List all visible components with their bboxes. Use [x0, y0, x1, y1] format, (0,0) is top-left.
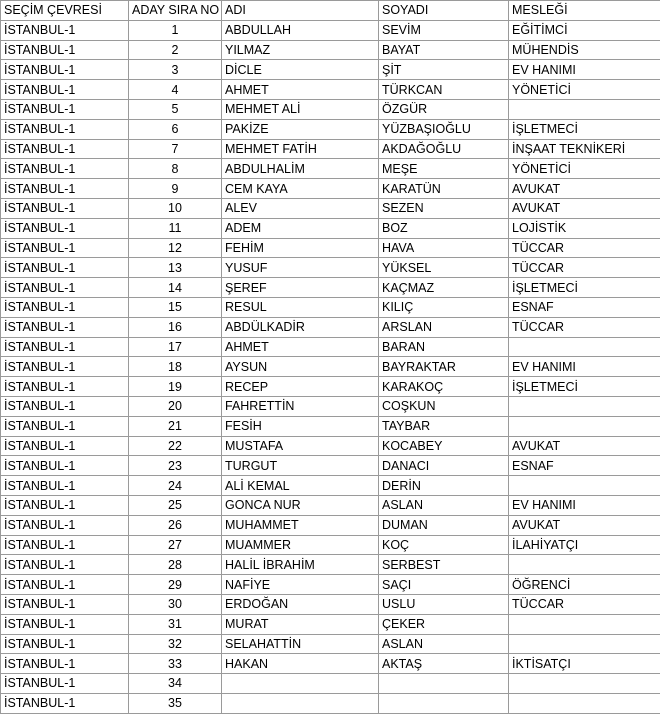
cell-rank[interactable]: 32 — [129, 634, 222, 654]
table-row — [1, 317, 660, 337]
cell-first-name[interactable]: RECEP — [222, 377, 379, 397]
cell-rank[interactable]: 7 — [129, 139, 222, 159]
cell-first-name[interactable]: PAKİZE — [222, 119, 379, 139]
table-row — [1, 555, 660, 575]
cell-first-name[interactable]: AYSUN — [222, 357, 379, 377]
cell-profession[interactable]: AVUKAT — [509, 198, 660, 218]
table-row — [1, 179, 660, 199]
cell-last-name[interactable]: COŞKUN — [379, 396, 509, 416]
cell-first-name[interactable]: YILMAZ — [222, 40, 379, 60]
cell-district[interactable]: İSTANBUL-1 — [1, 297, 129, 317]
cell-last-name[interactable]: DUMAN — [379, 515, 509, 535]
table-row — [1, 20, 660, 40]
cell-last-name[interactable]: SAÇI — [379, 575, 509, 595]
cell-profession[interactable]: TÜCCAR — [509, 594, 660, 614]
cell-district[interactable]: İSTANBUL-1 — [1, 674, 129, 694]
cell-first-name[interactable]: RESUL — [222, 297, 379, 317]
cell-last-name[interactable]: SEZEN — [379, 198, 509, 218]
cell-profession[interactable]: İŞLETMECİ — [509, 278, 660, 298]
cell-profession[interactable] — [509, 674, 660, 694]
cell-profession[interactable]: ÖĞRENCİ — [509, 575, 660, 595]
cell-first-name[interactable]: SELAHATTİN — [222, 634, 379, 654]
cell-profession[interactable] — [509, 416, 660, 436]
cell-first-name[interactable]: FESİH — [222, 416, 379, 436]
table-row — [1, 436, 660, 456]
cell-district[interactable]: İSTANBUL-1 — [1, 60, 129, 80]
cell-first-name[interactable]: MUSTAFA — [222, 436, 379, 456]
cell-rank[interactable]: 19 — [129, 377, 222, 397]
cell-profession[interactable]: EV HANIMI — [509, 495, 660, 515]
cell-profession[interactable]: TÜCCAR — [509, 317, 660, 337]
cell-last-name[interactable]: TÜRKCAN — [379, 80, 509, 100]
cell-last-name[interactable]: ASLAN — [379, 634, 509, 654]
cell-district[interactable]: İSTANBUL-1 — [1, 218, 129, 238]
cell-district[interactable]: İSTANBUL-1 — [1, 476, 129, 496]
cell-last-name[interactable]: AKDAĞOĞLU — [379, 139, 509, 159]
cell-district[interactable]: İSTANBUL-1 — [1, 198, 129, 218]
cell-last-name[interactable]: TAYBAR — [379, 416, 509, 436]
table-row — [1, 218, 660, 238]
cell-last-name[interactable]: DANACI — [379, 456, 509, 476]
cell-first-name[interactable]: HALİL İBRAHİM — [222, 555, 379, 575]
table-row — [1, 476, 660, 496]
header-cell-rank[interactable]: ADAY SIRA NO — [129, 1, 222, 21]
cell-rank[interactable]: 12 — [129, 238, 222, 258]
cell-first-name[interactable]: ABDULHALİM — [222, 159, 379, 179]
cell-profession[interactable] — [509, 337, 660, 357]
table-row — [1, 515, 660, 535]
cell-district[interactable]: İSTANBUL-1 — [1, 594, 129, 614]
cell-rank[interactable]: 9 — [129, 179, 222, 199]
cell-last-name[interactable]: YÜZBAŞIOĞLU — [379, 119, 509, 139]
cell-rank[interactable]: 25 — [129, 495, 222, 515]
table-row — [1, 614, 660, 634]
table-row — [1, 278, 660, 298]
cell-district[interactable]: İSTANBUL-1 — [1, 317, 129, 337]
header-cell-first-name[interactable]: ADI — [222, 1, 379, 21]
table-row — [1, 80, 660, 100]
cell-rank[interactable]: 11 — [129, 218, 222, 238]
cell-first-name[interactable]: GONCA NUR — [222, 495, 379, 515]
cell-rank[interactable]: 6 — [129, 119, 222, 139]
cell-last-name[interactable]: KAÇMAZ — [379, 278, 509, 298]
cell-last-name[interactable]: ASLAN — [379, 495, 509, 515]
cell-profession[interactable]: AVUKAT — [509, 436, 660, 456]
cell-profession[interactable]: İLAHİYATÇI — [509, 535, 660, 555]
cell-first-name[interactable]: ABDULLAH — [222, 20, 379, 40]
cell-first-name[interactable]: FAHRETTİN — [222, 396, 379, 416]
cell-last-name[interactable]: KOCABEY — [379, 436, 509, 456]
cell-district[interactable]: İSTANBUL-1 — [1, 238, 129, 258]
cell-rank[interactable]: 15 — [129, 297, 222, 317]
cell-first-name[interactable]: FEHİM — [222, 238, 379, 258]
cell-district[interactable]: İSTANBUL-1 — [1, 535, 129, 555]
cell-first-name[interactable]: CEM KAYA — [222, 179, 379, 199]
cell-last-name[interactable]: HAVA — [379, 238, 509, 258]
cell-district[interactable]: İSTANBUL-1 — [1, 456, 129, 476]
cell-rank[interactable]: 21 — [129, 416, 222, 436]
cell-profession[interactable]: YÖNETİCİ — [509, 159, 660, 179]
cell-first-name[interactable]: YUSUF — [222, 258, 379, 278]
cell-district[interactable]: İSTANBUL-1 — [1, 258, 129, 278]
cell-rank[interactable]: 26 — [129, 515, 222, 535]
cell-last-name[interactable] — [379, 693, 509, 713]
table-row — [1, 575, 660, 595]
cell-district[interactable]: İSTANBUL-1 — [1, 396, 129, 416]
cell-rank[interactable]: 1 — [129, 20, 222, 40]
table-row — [1, 198, 660, 218]
cell-district[interactable]: İSTANBUL-1 — [1, 179, 129, 199]
cell-last-name[interactable]: BAYRAKTAR — [379, 357, 509, 377]
cell-last-name[interactable]: MEŞE — [379, 159, 509, 179]
cell-rank[interactable]: 28 — [129, 555, 222, 575]
cell-last-name[interactable]: KILIÇ — [379, 297, 509, 317]
cell-last-name[interactable]: KARATÜN — [379, 179, 509, 199]
cell-profession[interactable]: YÖNETİCİ — [509, 80, 660, 100]
table-row — [1, 594, 660, 614]
cell-profession[interactable]: EĞİTİMCİ — [509, 20, 660, 40]
header-row — [1, 1, 660, 21]
cell-district[interactable]: İSTANBUL-1 — [1, 555, 129, 575]
cell-last-name[interactable]: SEVİM — [379, 20, 509, 40]
cell-last-name[interactable]: AKTAŞ — [379, 654, 509, 674]
cell-rank[interactable]: 4 — [129, 80, 222, 100]
cell-district[interactable]: İSTANBUL-1 — [1, 40, 129, 60]
cell-district[interactable]: İSTANBUL-1 — [1, 99, 129, 119]
cell-rank[interactable]: 10 — [129, 198, 222, 218]
cell-first-name[interactable] — [222, 693, 379, 713]
cell-last-name[interactable]: USLU — [379, 594, 509, 614]
cell-last-name[interactable]: BAYAT — [379, 40, 509, 60]
table-row — [1, 396, 660, 416]
cell-profession[interactable] — [509, 634, 660, 654]
cell-district[interactable]: İSTANBUL-1 — [1, 654, 129, 674]
cell-profession[interactable]: LOJİSTİK — [509, 218, 660, 238]
cell-first-name[interactable]: MUHAMMET — [222, 515, 379, 535]
table-row — [1, 357, 660, 377]
cell-district[interactable]: İSTANBUL-1 — [1, 377, 129, 397]
cell-first-name[interactable]: MUAMMER — [222, 535, 379, 555]
cell-profession[interactable]: MÜHENDİS — [509, 40, 660, 60]
table-row — [1, 238, 660, 258]
cell-district[interactable]: İSTANBUL-1 — [1, 119, 129, 139]
cell-last-name[interactable]: ARSLAN — [379, 317, 509, 337]
table-row — [1, 535, 660, 555]
cell-rank[interactable]: 3 — [129, 60, 222, 80]
cell-profession[interactable]: EV HANIMI — [509, 60, 660, 80]
table-row — [1, 258, 660, 278]
header-cell-profession[interactable]: MESLEĞİ — [509, 1, 660, 21]
cell-first-name[interactable]: TURGUT — [222, 456, 379, 476]
cell-district[interactable]: İSTANBUL-1 — [1, 159, 129, 179]
cell-district[interactable]: İSTANBUL-1 — [1, 357, 129, 377]
cell-last-name[interactable]: YÜKSEL — [379, 258, 509, 278]
cell-profession[interactable] — [509, 555, 660, 575]
cell-district[interactable]: İSTANBUL-1 — [1, 634, 129, 654]
cell-profession[interactable]: ESNAF — [509, 297, 660, 317]
cell-last-name[interactable]: SERBEST — [379, 555, 509, 575]
cell-district[interactable]: İSTANBUL-1 — [1, 575, 129, 595]
cell-rank[interactable]: 13 — [129, 258, 222, 278]
cell-first-name[interactable]: ERDOĞAN — [222, 594, 379, 614]
table-row — [1, 654, 660, 674]
table-row — [1, 634, 660, 654]
header-cell-district[interactable]: SEÇİM ÇEVRESİ — [1, 1, 129, 21]
cell-last-name[interactable]: ŞİT — [379, 60, 509, 80]
cell-profession[interactable] — [509, 693, 660, 713]
cell-district[interactable]: İSTANBUL-1 — [1, 614, 129, 634]
table-row — [1, 337, 660, 357]
cell-district[interactable]: İSTANBUL-1 — [1, 80, 129, 100]
cell-profession[interactable]: ESNAF — [509, 456, 660, 476]
cell-profession[interactable] — [509, 99, 660, 119]
table-row — [1, 40, 660, 60]
cell-profession[interactable]: İNŞAAT TEKNİKERİ — [509, 139, 660, 159]
cell-rank[interactable]: 5 — [129, 99, 222, 119]
cell-last-name[interactable]: KOÇ — [379, 535, 509, 555]
cell-first-name[interactable]: ŞEREF — [222, 278, 379, 298]
cell-district[interactable]: İSTANBUL-1 — [1, 337, 129, 357]
cell-first-name[interactable]: MEHMET FATİH — [222, 139, 379, 159]
cell-profession[interactable]: AVUKAT — [509, 515, 660, 535]
cell-rank[interactable]: 16 — [129, 317, 222, 337]
cell-rank[interactable]: 2 — [129, 40, 222, 60]
cell-rank[interactable]: 8 — [129, 159, 222, 179]
cell-rank[interactable]: 20 — [129, 396, 222, 416]
table-row — [1, 674, 660, 694]
cell-rank[interactable]: 17 — [129, 337, 222, 357]
cell-district[interactable]: İSTANBUL-1 — [1, 436, 129, 456]
cell-rank[interactable]: 33 — [129, 654, 222, 674]
table-row — [1, 416, 660, 436]
cell-rank[interactable]: 35 — [129, 693, 222, 713]
cell-first-name[interactable]: MURAT — [222, 614, 379, 634]
cell-rank[interactable]: 22 — [129, 436, 222, 456]
cell-first-name[interactable]: ADEM — [222, 218, 379, 238]
table-row — [1, 159, 660, 179]
cell-district[interactable]: İSTANBUL-1 — [1, 278, 129, 298]
cell-profession[interactable]: İŞLETMECİ — [509, 377, 660, 397]
cell-district[interactable]: İSTANBUL-1 — [1, 693, 129, 713]
cell-rank[interactable]: 18 — [129, 357, 222, 377]
table-row — [1, 377, 660, 397]
cell-last-name[interactable] — [379, 674, 509, 694]
cell-first-name[interactable]: ALİ KEMAL — [222, 476, 379, 496]
table-row — [1, 297, 660, 317]
cell-first-name[interactable]: DİCLE — [222, 60, 379, 80]
cell-profession[interactable] — [509, 396, 660, 416]
header-cell-last-name[interactable]: SOYADI — [379, 1, 509, 21]
cell-last-name[interactable]: ÇEKER — [379, 614, 509, 634]
cell-first-name[interactable] — [222, 674, 379, 694]
table-row — [1, 60, 660, 80]
cell-rank[interactable]: 14 — [129, 278, 222, 298]
cell-profession[interactable]: İŞLETMECİ — [509, 119, 660, 139]
cell-last-name[interactable]: BARAN — [379, 337, 509, 357]
cell-district[interactable]: İSTANBUL-1 — [1, 20, 129, 40]
cell-rank[interactable]: 23 — [129, 456, 222, 476]
cell-profession[interactable]: EV HANIMI — [509, 357, 660, 377]
cell-profession[interactable]: TÜCCAR — [509, 258, 660, 278]
table-row — [1, 119, 660, 139]
cell-last-name[interactable]: ÖZGÜR — [379, 99, 509, 119]
cell-rank[interactable]: 30 — [129, 594, 222, 614]
cell-profession[interactable] — [509, 476, 660, 496]
cell-district[interactable]: İSTANBUL-1 — [1, 495, 129, 515]
table-row — [1, 693, 660, 713]
cell-profession[interactable]: AVUKAT — [509, 179, 660, 199]
cell-profession[interactable] — [509, 614, 660, 634]
table-row — [1, 99, 660, 119]
cell-first-name[interactable]: NAFİYE — [222, 575, 379, 595]
cell-first-name[interactable]: MEHMET ALİ — [222, 99, 379, 119]
cell-rank[interactable]: 24 — [129, 476, 222, 496]
cell-first-name[interactable]: ABDÜLKADİR — [222, 317, 379, 337]
cell-rank[interactable]: 31 — [129, 614, 222, 634]
cell-last-name[interactable]: KARAKOÇ — [379, 377, 509, 397]
cell-rank[interactable]: 29 — [129, 575, 222, 595]
cell-first-name[interactable]: HAKAN — [222, 654, 379, 674]
table-row — [1, 495, 660, 515]
cell-first-name[interactable]: AHMET — [222, 337, 379, 357]
table-row — [1, 456, 660, 476]
cell-last-name[interactable]: DERİN — [379, 476, 509, 496]
cell-rank[interactable]: 34 — [129, 674, 222, 694]
cell-first-name[interactable]: ALEV — [222, 198, 379, 218]
cell-district[interactable]: İSTANBUL-1 — [1, 515, 129, 535]
cell-profession[interactable]: İKTİSATÇI — [509, 654, 660, 674]
cell-district[interactable]: İSTANBUL-1 — [1, 416, 129, 436]
cell-rank[interactable]: 27 — [129, 535, 222, 555]
cell-profession[interactable]: TÜCCAR — [509, 238, 660, 258]
cell-last-name[interactable]: BOZ — [379, 218, 509, 238]
cell-district[interactable]: İSTANBUL-1 — [1, 139, 129, 159]
cell-first-name[interactable]: AHMET — [222, 80, 379, 100]
table-row — [1, 139, 660, 159]
